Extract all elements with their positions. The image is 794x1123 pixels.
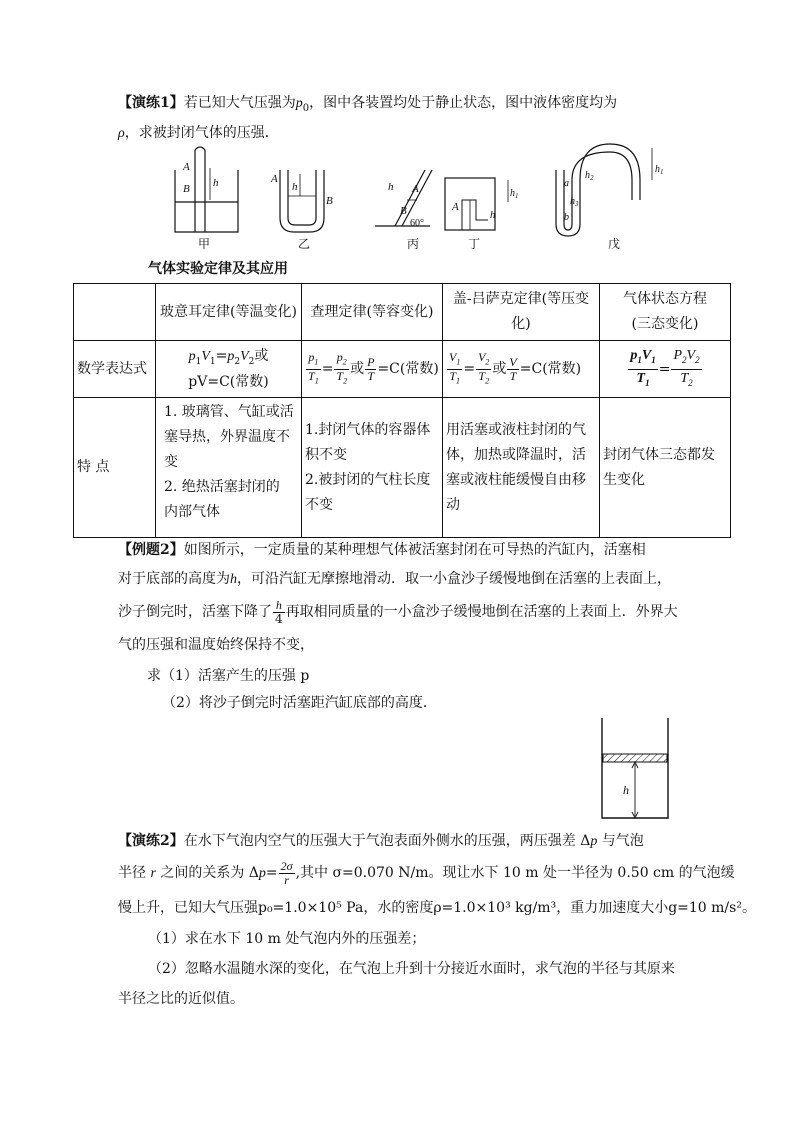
caption-wu: 戊 bbox=[608, 237, 621, 251]
figure-jia bbox=[175, 147, 238, 251]
boyle-formula: $p_1V_1=p_2V_2$或 pV=C(常数) bbox=[156, 341, 302, 398]
header-gay-lussac: 盖-吕萨克定律(等压变化) bbox=[443, 284, 600, 341]
svg-text:B: B bbox=[326, 195, 333, 207]
exercise2-line1: 【演练2】在水下气泡内空气的压强大于气泡表面外侧水的压强，两压强差 Δp 与气泡 bbox=[118, 833, 644, 849]
caption-jia: 甲 bbox=[198, 237, 211, 251]
label-A: A bbox=[183, 161, 190, 173]
gay-lussac-features: 用活塞或液柱封闭的气 体，加热或降温时，活 塞或液柱能缓慢自由移 动 bbox=[443, 398, 600, 538]
exercise2-line2: 半径 r 之间的关系为 Δp= $\frac{2\sigma}{r}$ ,其中 σ=0.070 N/m。现让水下 10 m 处一半径为 0.50 cm 的气泡缓 bbox=[118, 858, 735, 887]
state-equation-features: 封闭气体三态都发 生变化 bbox=[600, 398, 731, 538]
svg-text:a: a bbox=[564, 178, 569, 189]
header-boyle: 玻意耳定律(等温变化) bbox=[156, 284, 302, 341]
example2-question2: （2）将沙子倒完时活塞距汽缸底部的高度． bbox=[162, 695, 437, 711]
charles-formula: $\frac{p_1}{T_1}$ = $\frac{p_2}{T_2}$ 或 $\frac{P}{T}$ =C(常数) bbox=[302, 341, 443, 398]
svg-text:h: h bbox=[213, 177, 219, 189]
example2-line1: 【例题2】如图所示，一定质量的某种理想气体被活塞封闭在可导热的汽缸内，活塞相 bbox=[118, 542, 646, 558]
piston bbox=[603, 754, 667, 762]
pressure-figures bbox=[0, 140, 794, 260]
exercise2-question2-line1: （2）忽略水温随水深的变化，在气泡上升到十分接近水面时，求气泡的半径与其原来 bbox=[148, 961, 675, 977]
figure-bing bbox=[375, 170, 432, 251]
example2-line4: 气的压强和温度始终保持不变， bbox=[118, 637, 314, 653]
example2-line3: 沙子倒完时，活塞下降了 $\frac{h}{4}$ 再取相同质量的一小盒沙子缓慢地倒在活塞的上表面上．外界大 bbox=[118, 597, 678, 626]
boyle-features: 1. 玻璃管、气缸或活 塞导热，外界温度不 变 2. 绝热活塞封闭的 内部气体 bbox=[156, 398, 302, 538]
svg-text:h: h bbox=[490, 209, 496, 221]
svg-text:A: A bbox=[412, 183, 419, 195]
label-B: B bbox=[183, 183, 190, 195]
caption-ding: 丁 bbox=[468, 237, 481, 251]
svg-text:60°: 60° bbox=[410, 218, 424, 229]
figure-wu bbox=[556, 144, 664, 251]
svg-text:h: h bbox=[292, 181, 298, 193]
exercise2-line3: 慢上升，已知大气压强p₀=1.0×10⁵ Pa，水的密度ρ=1.0×10³ kg/m³，重力加速度大小g=10 m/s²。 bbox=[118, 900, 756, 916]
figure-ding bbox=[445, 178, 519, 251]
svg-text:h1: $h_1$ bbox=[510, 188, 519, 200]
example2-tag: 【例题2】 bbox=[118, 542, 184, 558]
table-header-row bbox=[74, 284, 731, 341]
exercise1-tag: 【演练1】 bbox=[118, 95, 184, 111]
gas-laws-table bbox=[73, 283, 731, 538]
cylinder-piston-figure bbox=[596, 716, 676, 826]
label-h: h bbox=[623, 783, 629, 797]
caption-yi: 乙 bbox=[298, 237, 311, 251]
caption-bing: 丙 bbox=[407, 237, 420, 251]
example2-line2: 对于底部的高度为h，可沿汽缸无摩擦地滑动．取一小盒沙子缓慢地倒在活塞的上表面上， bbox=[118, 571, 671, 587]
row-label-formula: 数学表达式 bbox=[74, 341, 156, 398]
svg-text:h: h bbox=[388, 181, 394, 193]
state-equation-formula: $\frac{p_1V_1}{T_1}$ = $\frac{P_2V_2}{T_2}$ bbox=[600, 341, 731, 398]
row-label-features: 特 点 bbox=[74, 398, 156, 538]
header-charles: 查理定律(等容变化) bbox=[302, 284, 443, 341]
exercise2-tag: 【演练2】 bbox=[118, 833, 184, 849]
exercise2-question2-line2: 半径之比的近似值。 bbox=[118, 991, 244, 1007]
exercise2-question1: （1）求在水下 10 m 处气泡内外的压强差； bbox=[148, 931, 426, 947]
table-row-formula bbox=[74, 341, 731, 398]
svg-text:h2: $h_2$ bbox=[585, 170, 594, 182]
exercise1-line2: ρ，求被封闭气体的压强． bbox=[118, 125, 279, 141]
svg-text:A: A bbox=[271, 173, 278, 185]
charles-features: 1.封闭气体的容器体 积不变 2.被封闭的气柱长度 不变 bbox=[302, 398, 443, 538]
exercise1-line1: 【演练1】若已知大气压强为$p_0$，图中各装置均处于静止状态，图中液体密度均为 bbox=[118, 95, 618, 114]
figure-yi bbox=[270, 170, 333, 251]
section-title: 气体实验定律及其应用 bbox=[148, 261, 288, 277]
svg-text:A: A bbox=[452, 201, 459, 213]
svg-text:h1: $h_1$ bbox=[655, 164, 664, 176]
example2-question1: 求（1）活塞产生的压强 p bbox=[147, 668, 310, 684]
svg-text:h3: $h_3$ bbox=[570, 196, 579, 208]
header-state-equation: 气体状态方程 (三态变化) bbox=[600, 284, 731, 341]
table-row-features bbox=[74, 398, 731, 538]
svg-text:b: b bbox=[564, 212, 569, 223]
gay-lussac-formula: $\frac{V_1}{T_1}$ = $\frac{V_2}{T_2}$ 或 $\frac{V}{T}$ =C(常数) bbox=[443, 341, 600, 398]
svg-text:B: B bbox=[400, 205, 407, 217]
